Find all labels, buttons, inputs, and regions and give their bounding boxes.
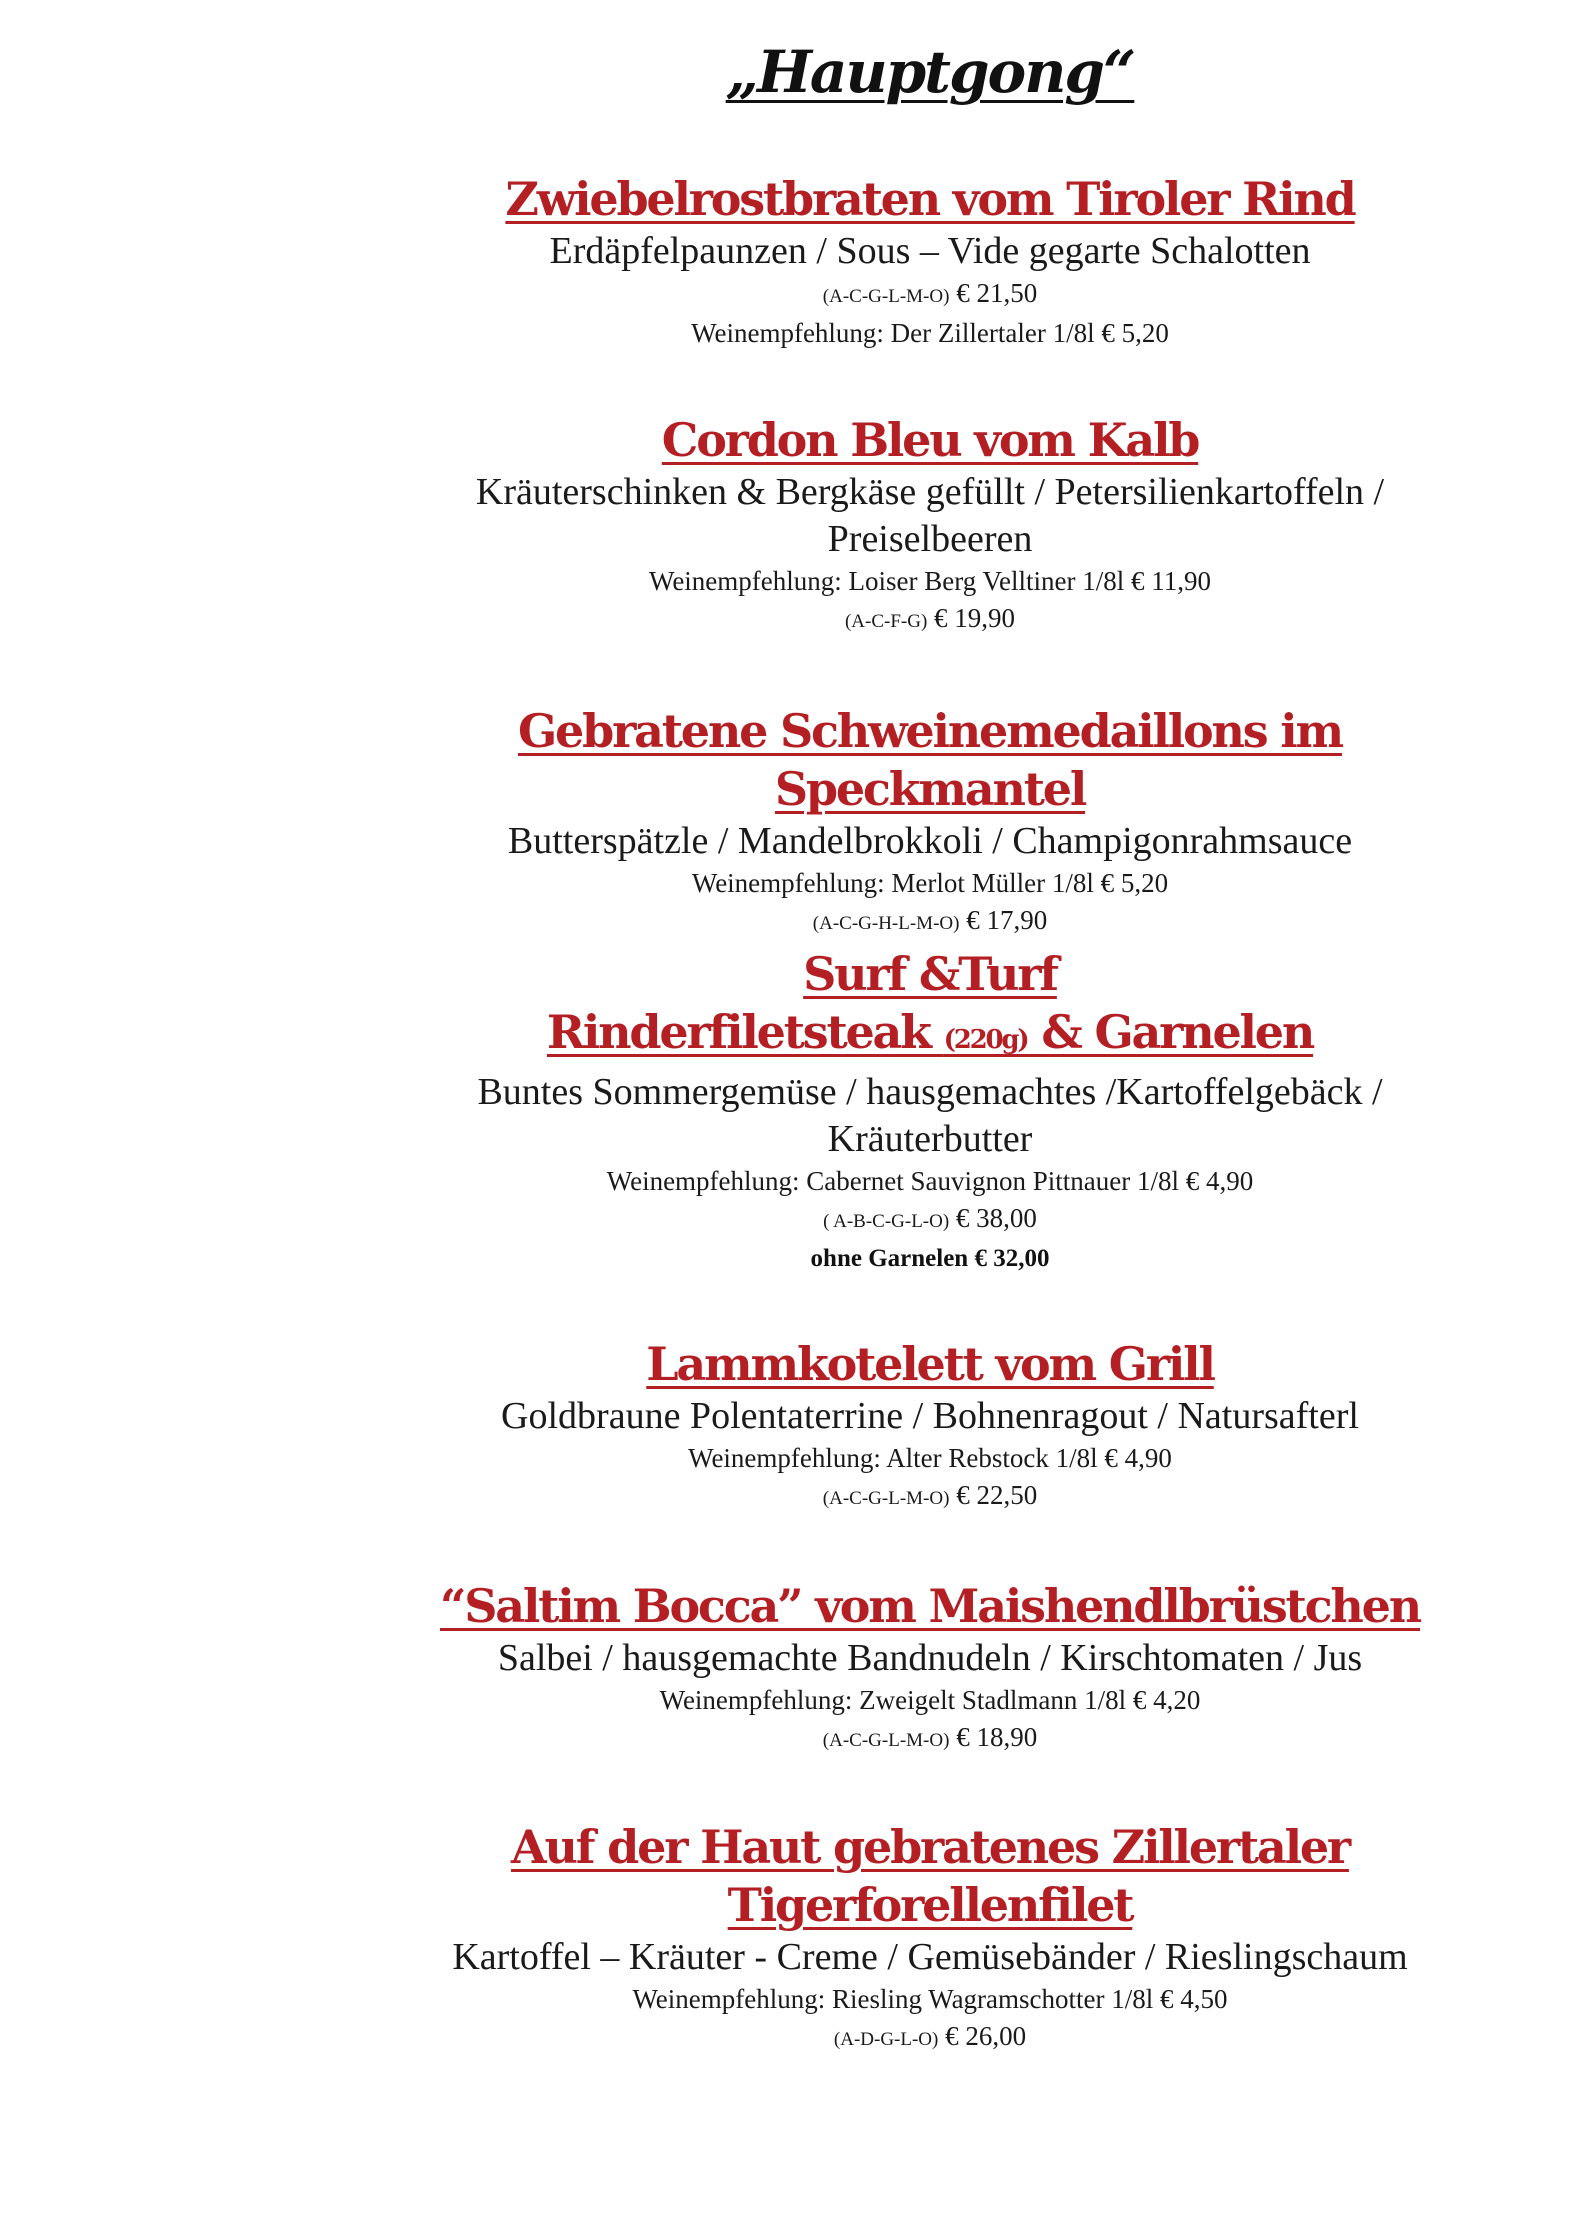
wine-recommendation: Weinempfehlung: Loiser Berg Velltiner 1/8l € 11,90 (649, 566, 1211, 596)
dish-description-line-2: Kräuterbutter (827, 1118, 1033, 1160)
dish-description-line-1: Buntes Sommergemüse / hausgemachtes /Kartoffelgebäck / (477, 1071, 1383, 1113)
allergen-codes: (A-C-G-L-M-O) (822, 286, 950, 307)
dish-name-line-1: Surf &Turf (803, 947, 1057, 1001)
dish-name-line-2 (370, 1003, 1490, 1069)
dish-description: Erdäpfelpaunzen / Sous – Vide gegarte Schalotten (549, 230, 1311, 272)
dish-price-line (370, 2018, 1490, 2058)
dish-name: Gebratene Schweinemedaillons im Speckmantel (517, 704, 1343, 816)
wine-recommendation: Weinempfehlung: Zweigelt Stadlmann 1/8l € 4,20 (659, 1685, 1201, 1715)
dish-name-part: Rinderfiletsteak (546, 1005, 944, 1059)
allergen-codes: (A-C-G-L-M-O) (822, 1730, 950, 1751)
dish-price-line (370, 902, 1490, 942)
page-title: „Hauptgong“ (725, 38, 1135, 106)
wine-recommendation: Weinempfehlung: Der Zillertaler 1/8l € 5,20 (691, 318, 1169, 348)
dish-price: € 21,50 (956, 278, 1038, 308)
dish-schweinemedaillons (370, 702, 1490, 942)
allergen-codes: (A-C-G-H-L-M-O) (812, 913, 960, 934)
dish-name: Lammkotelett vom Grill (646, 1337, 1214, 1391)
wine-recommendation: Weinempfehlung: Cabernet Sauvignon Pittnauer 1/8l € 4,90 (606, 1166, 1254, 1196)
dish-price-line (370, 275, 1490, 315)
dish-cordon-bleu (370, 411, 1490, 640)
wine-recommendation: Weinempfehlung: Riesling Wagramschotter 1/8l € 4,50 (632, 1984, 1228, 2014)
dish-price: € 38,00 (955, 1203, 1037, 1233)
dish-name: Zwiebelrostbraten vom Tiroler Rind (505, 172, 1355, 226)
dish-weight: (220g) (943, 1025, 1028, 1055)
dish-description-line-2: Preiselbeeren (827, 518, 1033, 560)
allergen-codes: ( A-B-C-G-L-O) (823, 1211, 950, 1232)
wine-recommendation: Weinempfehlung: Merlot Müller 1/8l € 5,20 (691, 868, 1169, 898)
dish-zwiebelrostbraten (370, 170, 1490, 352)
allergen-codes: (A-D-G-L-O) (833, 2029, 939, 2050)
allergen-codes: (A-C-G-L-M-O) (822, 1488, 950, 1509)
dish-price-line (370, 1477, 1490, 1517)
dish-surf-and-turf (370, 945, 1490, 1277)
dish-price-line (370, 600, 1490, 640)
dish-description: Salbei / hausgemachte Bandnudeln / Kirschtomaten / Jus (497, 1637, 1363, 1679)
dish-price: € 26,00 (945, 2021, 1027, 2051)
dish-name: Auf der Haut gebratenes Zillertaler Tigerforellenfilet (511, 1820, 1349, 1932)
dish-description-line-1: Kräuterschinken & Bergkäse gefüllt / Petersilienkartoffeln / (475, 471, 1385, 513)
dish-tigerforellenfilet (370, 1818, 1490, 2058)
dish-name-part: & Garnelen (1027, 1005, 1314, 1059)
dish-price: € 17,90 (966, 905, 1048, 935)
dish-price-line (370, 1200, 1490, 1240)
dish-name: Cordon Bleu vom Kalb (661, 413, 1199, 467)
dish-price: € 18,90 (956, 1722, 1038, 1752)
dish-saltim-bocca (370, 1577, 1490, 1759)
dish-price: € 19,90 (934, 603, 1016, 633)
dish-price-line (370, 1719, 1490, 1759)
dish-price-note: ohne Garnelen € 32,00 (810, 1245, 1050, 1272)
dish-name: “Saltim Bocca” vom Maishendlbrüstchen (440, 1579, 1420, 1633)
dish-description: Butterspätzle / Mandelbrokkoli / Champigonrahmsauce (507, 820, 1353, 862)
dish-description: Kartoffel – Kräuter - Creme / Gemüsebänder / Rieslingschaum (452, 1936, 1408, 1978)
wine-recommendation: Weinempfehlung: Alter Rebstock 1/8l € 4,90 (688, 1443, 1172, 1473)
menu-page (370, 0, 1490, 2051)
allergen-codes: (A-C-F-G) (844, 611, 928, 632)
dish-lammkotelett (370, 1335, 1490, 1517)
dish-price: € 22,50 (956, 1480, 1038, 1510)
dish-description: Goldbraune Polentaterrine / Bohnenragout / Natursafterl (501, 1395, 1359, 1437)
